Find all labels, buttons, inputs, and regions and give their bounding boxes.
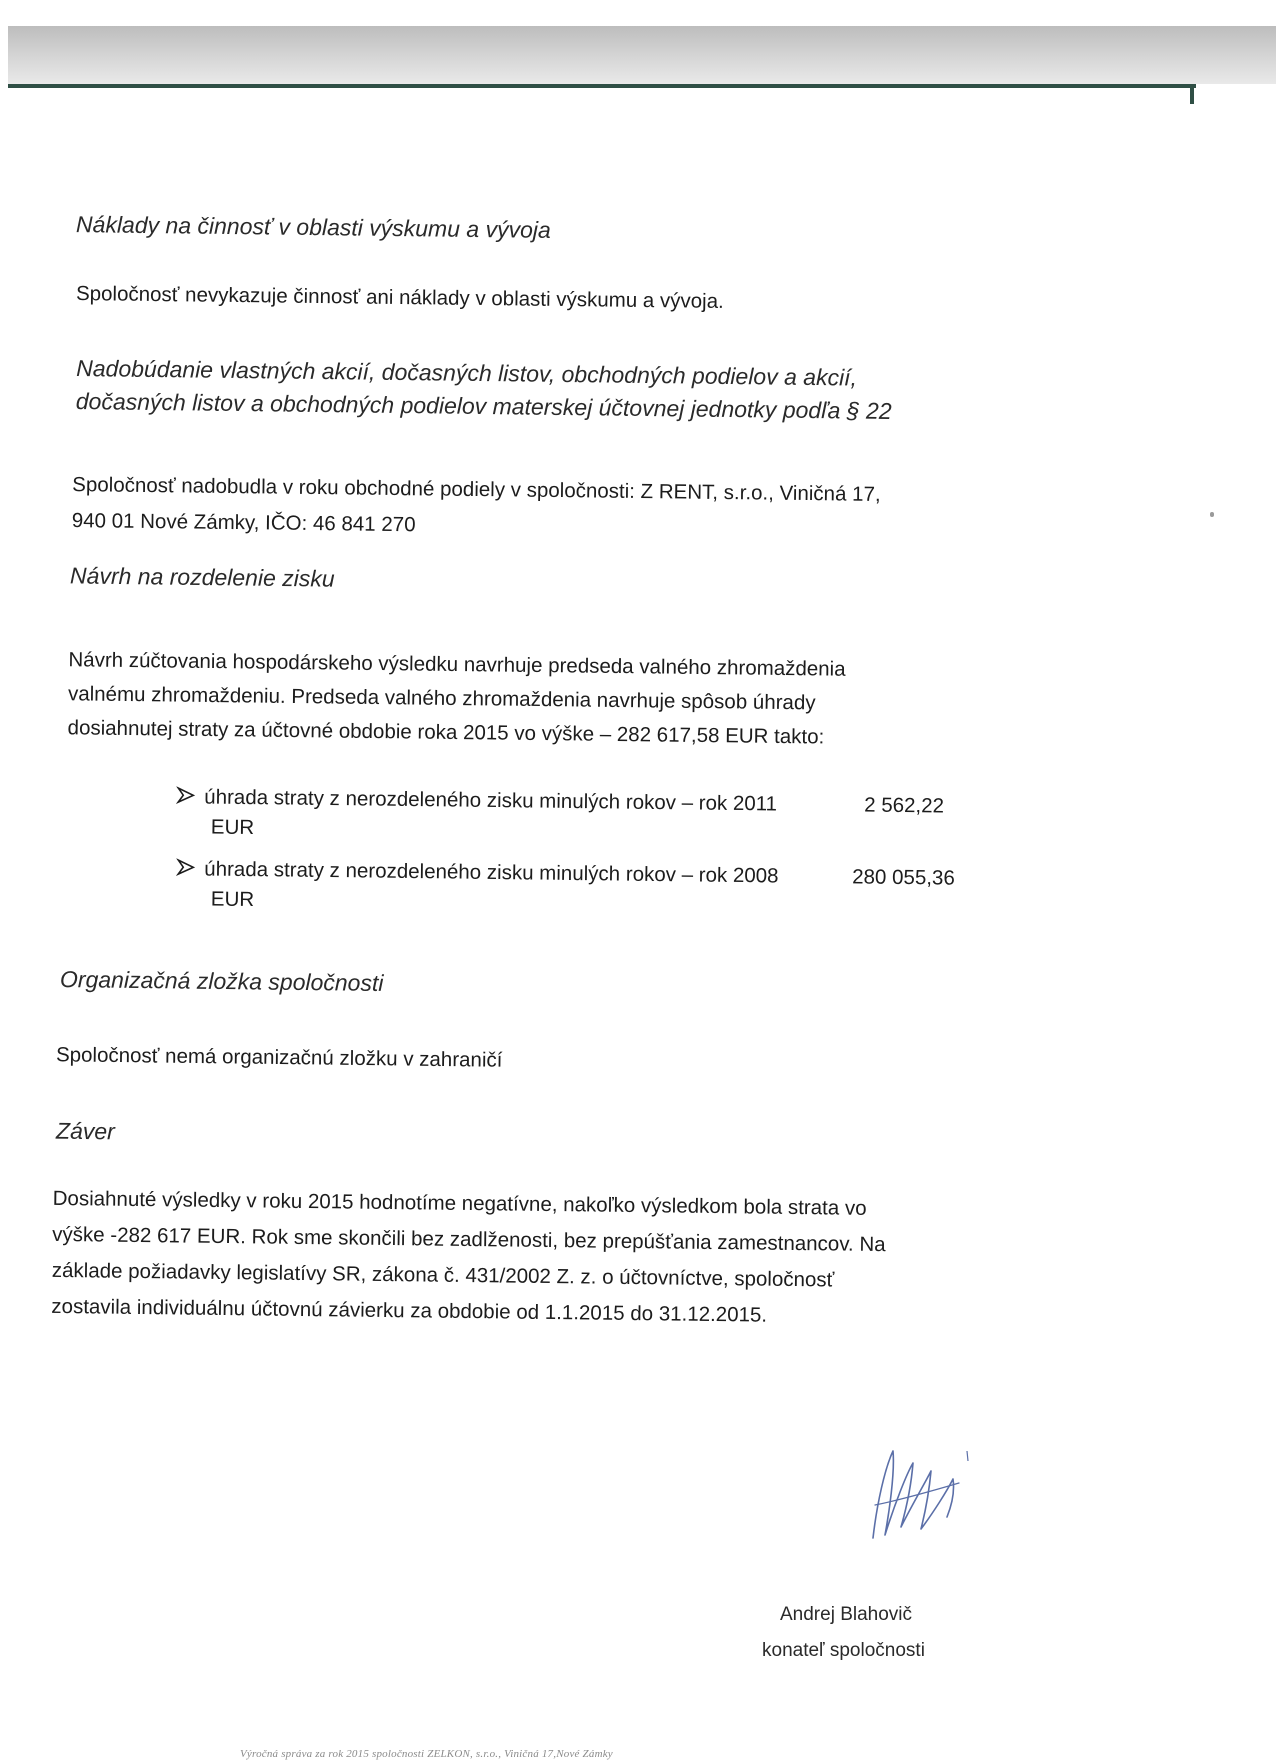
document-page <box>0 88 1276 1760</box>
text-profit-line-1: Návrh zúčtovania hospodárskeho výsledku navrhuje predseda valného zhromaždenia <box>68 648 846 681</box>
text-profit-line-2: valnému zhromaždeniu. Predseda valného zhromaždenia navrhuje spôsob úhrady <box>67 682 816 715</box>
bullet-item <box>176 785 977 855</box>
scan-speck <box>1210 512 1214 517</box>
heading-research: Náklady na činnosť v oblasti výskumu a vývoja <box>75 211 551 243</box>
text-acquisition-line-1: Spoločnosť nadobudla v roku obchodné podiely v spoločnosti: Z RENT, s.r.o., Viničná 17, <box>72 473 881 506</box>
page-footer: Výročná správa za rok 2015 spoločnosti ZELKON, s.r.o., Viničná 17,Nové Zámky <box>240 1748 613 1760</box>
arrow-bullet-icon <box>176 785 196 805</box>
text-profit-line-3: dosiahnutej straty za účtovné obdobie roka 2015 vo výške – 282 617,58 EUR takto: <box>67 716 825 749</box>
bullet-text: úhrada straty z nerozdeleného zisku minulých rokov – rok 2011 <box>204 785 778 816</box>
text-research: Spoločnosť nevykazuje činnosť ani náklady v oblasti výskumu a vývoja. <box>75 282 724 313</box>
text-conclusion-line-3: základe požiadavky legislatívy SR, zákona č. 431/2002 Z. z. o účtovníctve, spoločnosť <box>51 1258 835 1292</box>
signatory-name: Andrej Blahovič <box>780 1604 913 1625</box>
scan-shadow <box>8 26 1276 84</box>
heading-acquisition-line-1: Nadobúdanie vlastných akcií, dočasných listov, obchodných podielov a akcií, <box>76 355 858 391</box>
text-acquisition-line-2: 940 01 Nové Zámky, IČO: 46 841 270 <box>71 509 416 537</box>
text-conclusion-line-2: výške -282 617 EUR. Rok sme skončili bez zadlženosti, bez prepúšťania zamestnancov. Na <box>52 1222 886 1257</box>
text-conclusion-line-1: Dosiahnuté výsledky v roku 2015 hodnotíme negatívne, nakoľko výsledkom bola strata vo <box>52 1186 867 1220</box>
text-conclusion-line-4: zostavila individuálnu účtovnú závierku za obdobie od 1.1.2015 do 31.12.2015. <box>51 1294 768 1327</box>
heading-acquisition-line-2: dočasných listov a obchodných podielov materskej účtovnej jednotky podľa § 22 <box>75 388 892 424</box>
bullet-item <box>176 857 977 927</box>
bullet-unit: EUR <box>210 887 255 912</box>
text-acquisition <box>72 467 881 549</box>
bullet-amount: 280 055,36 <box>852 865 955 890</box>
scan-top-margin <box>0 0 1276 26</box>
heading-acquisition <box>76 355 892 425</box>
bullet-unit: EUR <box>210 815 255 840</box>
heading-profit-distribution: Návrh na rozdelenie zisku <box>69 562 335 592</box>
arrow-bullet-icon <box>176 857 196 877</box>
heading-conclusion: Záver <box>55 1117 115 1145</box>
bullet-amount: 2 562,22 <box>864 793 945 818</box>
bullet-text: úhrada straty z nerozdeleného zisku minulých rokov – rok 2008 <box>204 857 779 888</box>
signatory-role: konateľ spoločnosti <box>762 1640 925 1661</box>
heading-branch: Organizačná zložka spoločnosti <box>59 966 384 996</box>
text-branch: Spoločnosť nemá organizačnú zložku v zahraničí <box>55 1043 503 1072</box>
text-conclusion <box>51 1181 886 1335</box>
handwritten-signature <box>855 1443 975 1543</box>
text-profit-distribution <box>67 643 845 754</box>
